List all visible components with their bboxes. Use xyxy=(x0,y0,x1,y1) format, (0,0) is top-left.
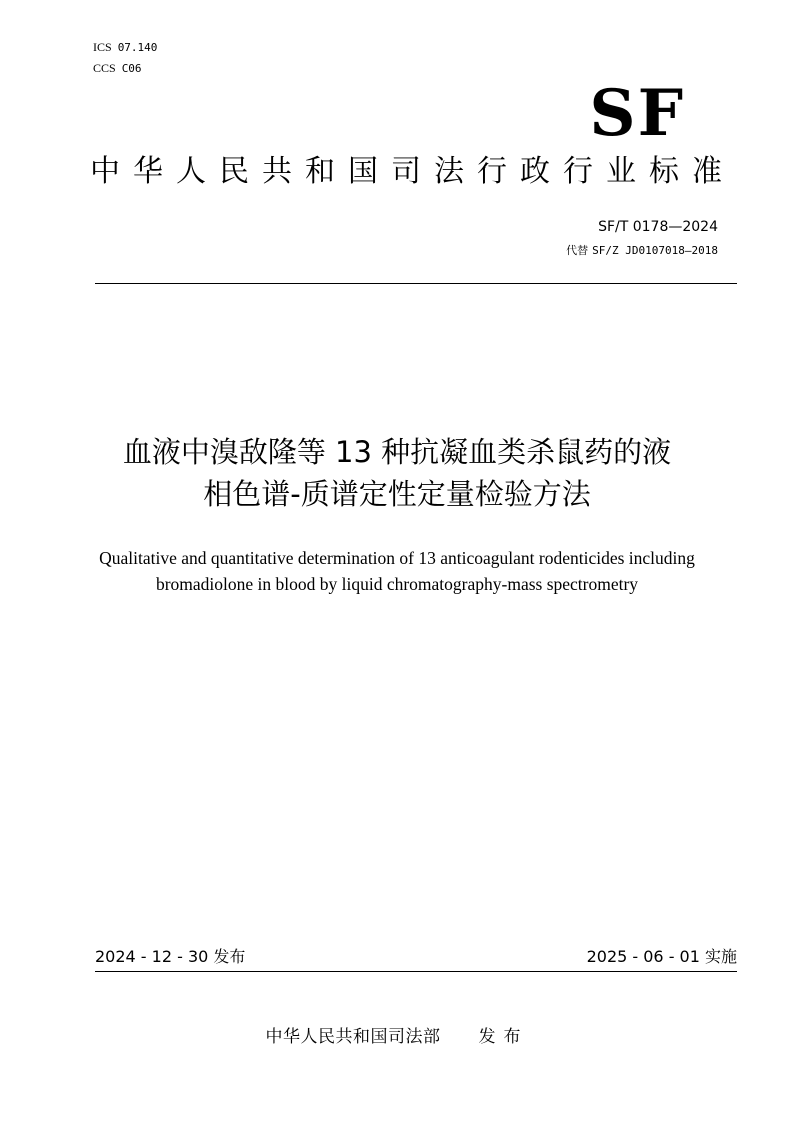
title-zh-line-2: 相色谱-质谱定性定量检验方法 xyxy=(203,477,591,511)
title-zh-line-1: 血液中溴敌隆等 13 种抗凝血类杀鼠药的液 xyxy=(122,435,672,469)
ccs-classification xyxy=(93,61,142,76)
ics-code: 07.140 xyxy=(117,41,158,54)
implementation-date: 2025 - 06 - 01 实施 xyxy=(586,947,737,966)
replaces-code: SF/Z JD0107018—2018 xyxy=(592,244,718,257)
ccs-code: C06 xyxy=(121,62,142,75)
publisher xyxy=(0,1025,794,1049)
ics-label: ICS xyxy=(93,40,112,54)
sf-logo: SF xyxy=(589,76,685,151)
publisher-action: 发布 xyxy=(478,1027,529,1047)
title-en-line-1: Qualitative and quantitative determination of 13 anticoagulant rodenticides including xyxy=(99,548,695,568)
replaces-label: 代替 xyxy=(566,244,589,257)
header-divider xyxy=(95,283,737,284)
standard-number: SF/T 0178—2024 xyxy=(598,219,718,235)
title-en-line-2: bromadiolone in blood by liquid chromatography-mass spectrometry xyxy=(155,574,639,594)
publisher-name: 中华人民共和国司法部 xyxy=(265,1027,441,1047)
replaces-standard xyxy=(566,243,718,259)
document-title-zh xyxy=(60,431,734,515)
org-title: 中华人民共和国司法行政行业标准 xyxy=(90,154,735,189)
document-title-en xyxy=(60,545,734,597)
ics-classification xyxy=(93,40,157,55)
issue-date: 2024 - 12 - 30 发布 xyxy=(95,947,246,966)
footer-divider xyxy=(95,971,737,972)
ccs-label: CCS xyxy=(93,61,116,75)
